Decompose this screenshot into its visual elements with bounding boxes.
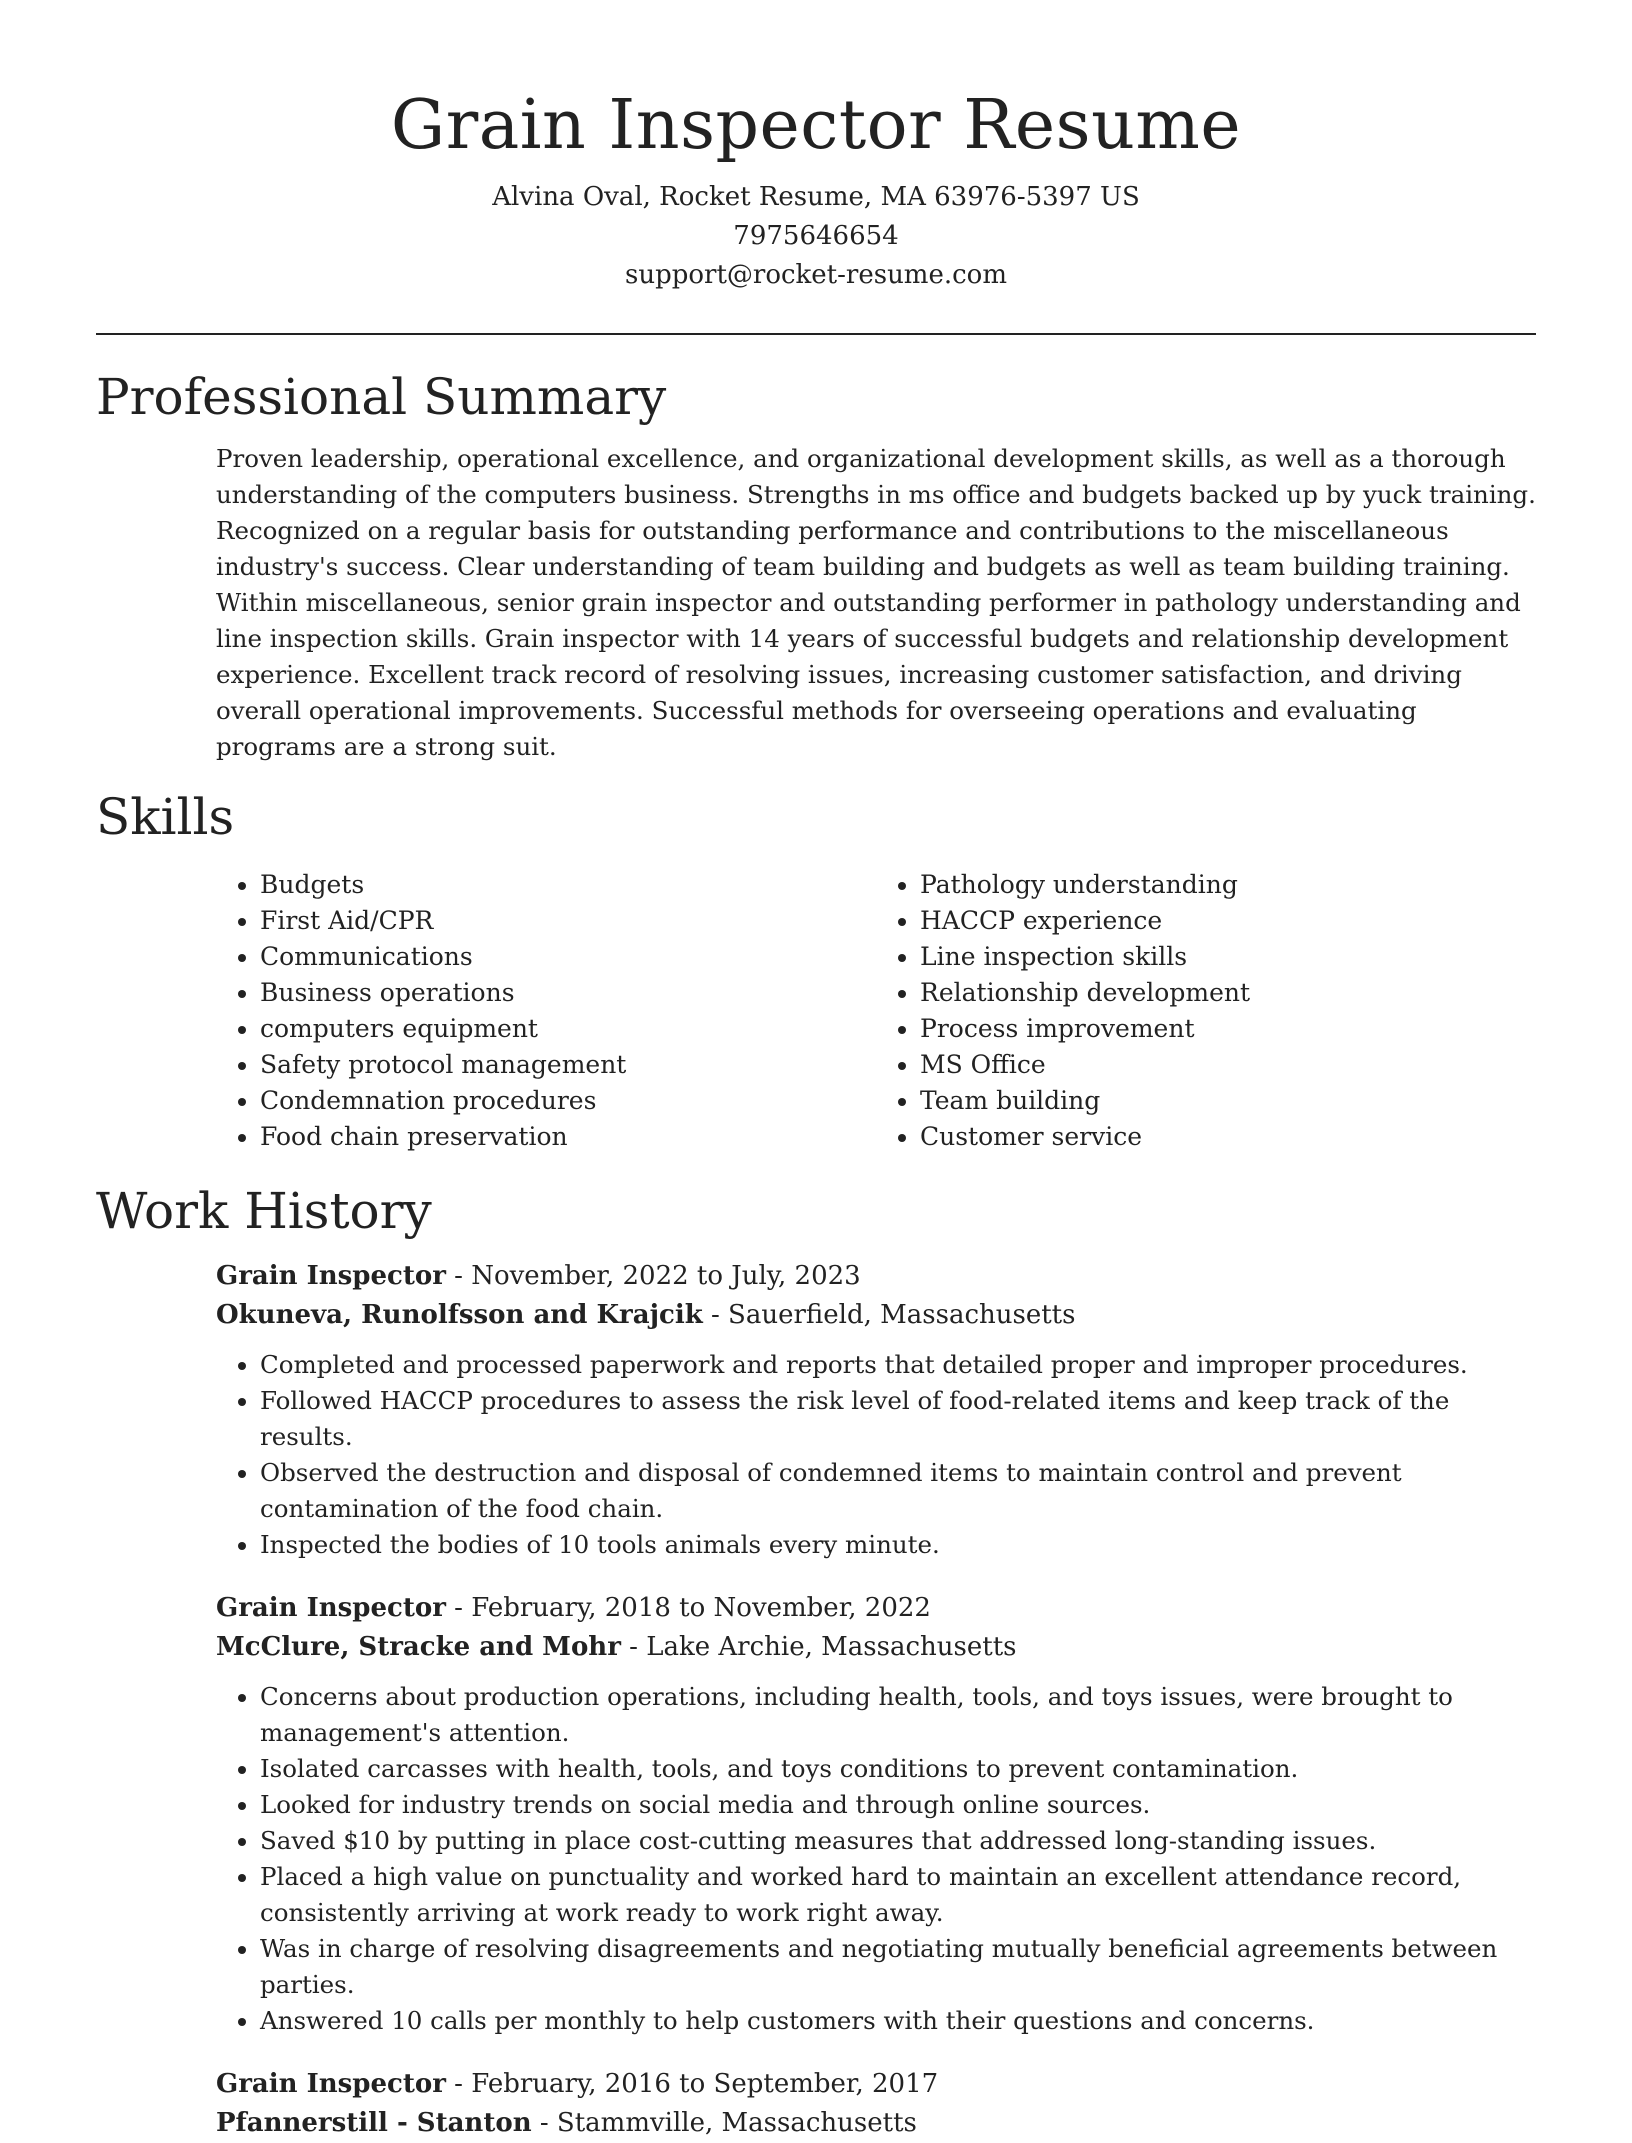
skill-item: • Line inspection skills xyxy=(920,939,1536,975)
skill-item: • MS Office xyxy=(920,1047,1536,1083)
contact-phone: 7975646654 xyxy=(733,221,899,251)
job-bullet: • Followed HACCP procedures to assess the risk level of food-related items and keep track of the results. xyxy=(260,1383,1536,1455)
job-company-line xyxy=(216,1628,1536,1667)
job-location: Lake Archie, Massachusetts xyxy=(646,1632,1017,1662)
skill-item: • HACCP experience xyxy=(920,903,1536,939)
skill-item: • Process improvement xyxy=(920,1011,1536,1047)
job-separator: - xyxy=(531,2108,557,2138)
job-bullet: • Inspected the bodies of 10 tools animals every minute. xyxy=(260,1527,1536,1563)
skill-item: • Communications xyxy=(260,939,876,975)
skill-item: • Relationship development xyxy=(920,975,1536,1011)
job-bullet: • Saved $10 by putting in place cost-cutting measures that addressed long-standing issues. xyxy=(260,1823,1536,1859)
job-separator: - xyxy=(702,1300,729,1330)
job-company: Pfannerstill - Stanton xyxy=(216,2108,532,2138)
job-title: Grain Inspector xyxy=(216,1261,446,1291)
job-dates: February, 2016 to September, 2017 xyxy=(471,2069,939,2099)
resume-title: Grain Inspector Resume xyxy=(390,86,1242,165)
resume-page xyxy=(96,0,1536,2143)
job-bullet: • Was in charge of resolving disagreements and negotiating mutually beneficial agreements between parties. xyxy=(260,1931,1536,2003)
job-title: Grain Inspector xyxy=(216,2069,446,2099)
job-location: Sauerfield, Massachusetts xyxy=(728,1300,1076,1330)
skill-item: • Business operations xyxy=(260,975,876,1011)
work-history-section xyxy=(96,1181,1536,2143)
section-title-summary: Professional Summary xyxy=(96,368,667,426)
section-title-work-history: Work History xyxy=(96,1182,432,1240)
professional-summary-section xyxy=(96,367,1536,765)
job-bullet-list xyxy=(216,1679,1536,2039)
summary-text: Proven leadership, operational excellence, and organizational development skills, as well as a thorough understanding of the computers business. Strengths in ms office and budgets backed up by yuck training. Recognized on a regular basis for outstanding performance and contributions to the miscellaneous industry's success. Clear understanding of team building and budgets as well as team building training. Within miscellaneous, senior grain inspector and outstanding performer in pathology understanding and line inspection skills. Grain inspector with 14 years of successful budgets and relationship development experience. Excellent track record of resolving issues, increasing customer satisfaction, and driving overall operational improvements. Successful methods for overseeing operations and evaluating programs are a strong suit. xyxy=(216,444,1536,761)
job-company-line xyxy=(216,1296,1536,1335)
job-dates: November, 2022 to July, 2023 xyxy=(471,1261,861,1291)
job-bullet: • Concerns about production operations, including health, tools, and toys issues, were brought to management's attention. xyxy=(260,1679,1536,1751)
job-title-line xyxy=(216,2065,1536,2104)
job-separator: - xyxy=(445,1261,472,1291)
skill-item: • Pathology understanding xyxy=(920,867,1536,903)
job-dates: February, 2018 to November, 2022 xyxy=(471,1593,931,1623)
job-bullet: • Isolated carcasses with health, tools, and toys conditions to prevent contamination. xyxy=(260,1751,1536,1787)
job-bullet: • Placed a high value on punctuality and worked hard to maintain an excellent attendance record, consistently arriving at work ready to work right away. xyxy=(260,1859,1536,1931)
job-title-line xyxy=(216,1257,1536,1296)
job-company-line xyxy=(216,2104,1536,2143)
contact-email: support@rocket-resume.com xyxy=(624,260,1007,290)
job-title-line xyxy=(216,1589,1536,1628)
skill-item: • Condemnation procedures xyxy=(260,1083,876,1119)
skill-item: • First Aid/CPR xyxy=(260,903,876,939)
job-bullet-list xyxy=(216,1347,1536,1563)
header-divider xyxy=(96,333,1536,335)
skill-item: • Food chain preservation xyxy=(260,1119,876,1155)
job-bullet: • Looked for industry trends on social media and through online sources. xyxy=(260,1787,1536,1823)
contact-block xyxy=(96,178,1536,295)
job-company: Okuneva, Runolfsson and Krajcik xyxy=(216,1300,703,1330)
job-company: McClure, Stracke and Mohr xyxy=(216,1632,621,1662)
job-entry xyxy=(216,1257,1536,1563)
job-title: Grain Inspector xyxy=(216,1593,446,1623)
skills-list-left xyxy=(216,867,876,1155)
job-bullet: • Observed the destruction and disposal of condemned items to maintain control and prevent contamination of the food chain. xyxy=(260,1455,1536,1527)
job-separator: - xyxy=(445,2069,472,2099)
job-bullet: • Answered 10 calls per monthly to help customers with their questions and concerns. xyxy=(260,2003,1536,2039)
job-separator: - xyxy=(445,1593,472,1623)
job-entry xyxy=(216,1589,1536,2039)
skill-item: • computers equipment xyxy=(260,1011,876,1047)
skill-item: • Budgets xyxy=(260,867,876,903)
skill-item: • Team building xyxy=(920,1083,1536,1119)
skills-list-right xyxy=(876,867,1536,1155)
job-separator: - xyxy=(620,1632,647,1662)
contact-address: Alvina Oval, Rocket Resume, MA 63976-5397 US xyxy=(492,182,1140,212)
skills-section xyxy=(96,787,1536,1155)
job-entry xyxy=(216,2065,1536,2143)
skills-grid xyxy=(216,867,1536,1155)
section-title-skills: Skills xyxy=(96,788,235,846)
job-location: Stammville, Massachusetts xyxy=(556,2108,917,2138)
job-bullet: • Completed and processed paperwork and reports that detailed proper and improper procedures. xyxy=(260,1347,1536,1383)
skill-item: • Safety protocol management xyxy=(260,1047,876,1083)
resume-header xyxy=(96,0,1536,295)
skill-item: • Customer service xyxy=(920,1119,1536,1155)
